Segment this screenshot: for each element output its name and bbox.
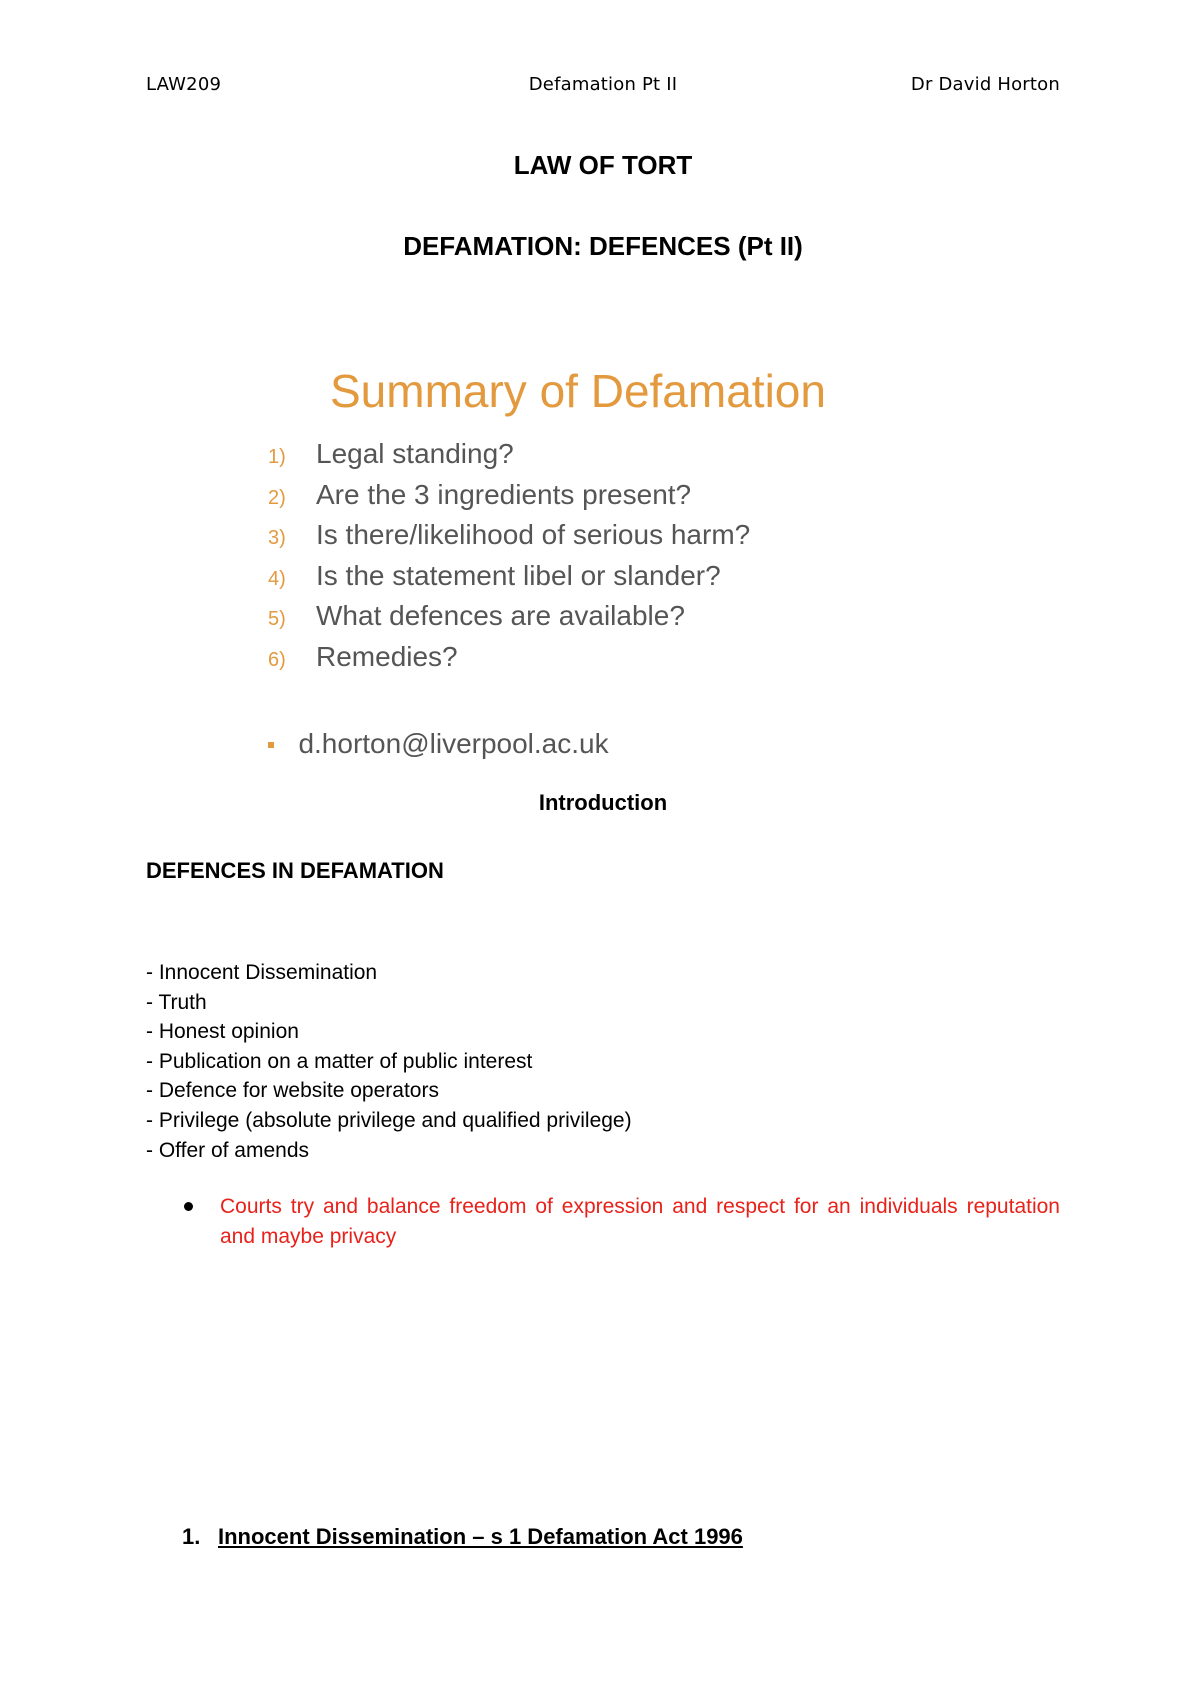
slide-item-text: Are the 3 ingredients present? <box>316 478 692 510</box>
defence-item: - Privilege (absolute privilege and qualified privilege) <box>146 1108 632 1132</box>
slide-item-text: Legal standing? <box>316 438 514 469</box>
slide-item-text: Remedies? <box>316 640 458 672</box>
section-1-heading <box>182 1524 743 1550</box>
contact-email: d.horton@liverpool.ac.uk <box>298 728 609 759</box>
defence-item: - Innocent Dissemination <box>146 961 378 984</box>
slide-item-number: 5) <box>268 608 286 630</box>
slide-title: Summary of Defamation <box>330 365 826 417</box>
bullet-dot-icon <box>184 1202 193 1211</box>
header-course-code: LAW209 <box>146 74 222 95</box>
section-number: 1. <box>182 1524 201 1549</box>
defence-item: - Publication on a matter of public interest <box>146 1049 533 1073</box>
defence-item: - Defence for website operators <box>146 1079 439 1103</box>
slide-item-text: What defences are available? <box>316 600 685 631</box>
defence-item: - Truth <box>146 990 207 1014</box>
header-author: Dr David Horton <box>910 74 1060 95</box>
defences-heading: DEFENCES IN DEFAMATION <box>146 858 444 883</box>
section-1-title: Innocent Dissemination – s 1 Defamation Act 1996 <box>218 1524 743 1549</box>
slide-item-number: 6) <box>268 648 286 671</box>
defence-item: - Offer of amends <box>146 1138 310 1162</box>
balance-note-text: Courts try and balance freedom of expression and respect for an individuals reputation and maybe privacy <box>220 1195 1060 1248</box>
slide-item-text: Is the statement libel or slander? <box>316 559 721 591</box>
slide-email-row <box>268 728 609 760</box>
slide-item-number: 4) <box>268 567 286 590</box>
defence-item: - Honest opinion <box>146 1020 299 1044</box>
slide-item-number: 1) <box>268 446 286 468</box>
page-header <box>146 74 1060 100</box>
page-subtitle: DEFAMATION: DEFENCES (Pt II) <box>403 231 803 261</box>
slide-item-number: 3) <box>268 527 286 549</box>
slide-item-text: Is there/likelihood of serious harm? <box>316 519 751 550</box>
defences-list <box>146 958 632 1165</box>
header-topic: Defamation Pt II <box>528 74 678 95</box>
square-bullet-icon <box>268 742 274 748</box>
section-introduction: Introduction <box>538 790 668 815</box>
summary-slide-image <box>260 350 940 770</box>
page-title: LAW OF TORT <box>513 150 693 180</box>
slide-item-number: 2) <box>268 486 286 509</box>
